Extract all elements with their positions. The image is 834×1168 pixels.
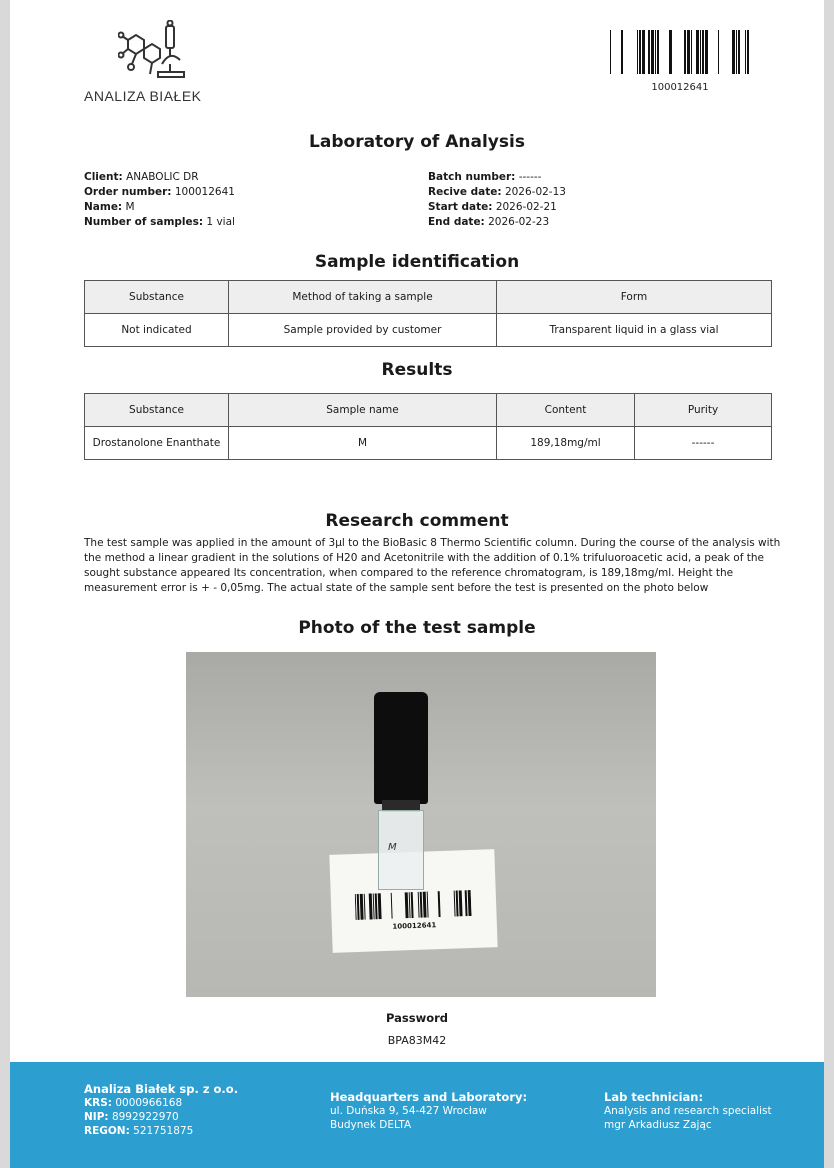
table-cell: 189,18mg/ml xyxy=(497,427,635,460)
photo-title: Photo of the test sample xyxy=(298,618,536,638)
table-header-cell: Sample name xyxy=(229,394,497,427)
table-header-cell: Substance xyxy=(85,281,229,314)
footer-company xyxy=(84,1082,238,1138)
order-line xyxy=(84,185,235,200)
footer-technician xyxy=(604,1090,772,1132)
research-comment-text: The test sample was applied in the amount of 3µl to the BioBasic 8 Thermo Scientific column. During the course of the analysis with the method a linear gradient in the solutions of H20 and Acetonitrile with the addition of 0.1% trifuluoroacetic acid, a peak of the sought substance appeared Its concentration, when compared to the reference chromatogram, is 189,18mg/ml. Height the measurement error is + - 0,05mg. The actual state of the sample sent before the test is presented on the photo below xyxy=(84,537,781,594)
end-label: End date: xyxy=(428,216,485,228)
client-label: Client: xyxy=(84,171,123,183)
start-line xyxy=(428,200,566,215)
research-comment-title: Research comment xyxy=(325,511,509,531)
batch-info xyxy=(428,170,566,230)
table-header-cell: Purity xyxy=(635,394,772,427)
table-cell: Drostanolone Enanthate xyxy=(85,427,229,460)
vial-cap xyxy=(374,692,428,804)
batch-line xyxy=(428,170,566,185)
samples-label: Number of samples: xyxy=(84,216,204,228)
hq-address: ul. Duńska 9, 54-427 Wrocław xyxy=(330,1105,487,1117)
krs-label: KRS: xyxy=(84,1097,112,1109)
hq-building: Budynek DELTA xyxy=(330,1119,412,1131)
table-header-cell: Content xyxy=(497,394,635,427)
table-header-cell: Form xyxy=(497,281,772,314)
results-title: Results xyxy=(381,360,453,380)
client-line xyxy=(84,170,235,185)
client-info xyxy=(84,170,235,230)
samples-value: 1 vial xyxy=(206,216,235,228)
glass-vial xyxy=(378,810,424,890)
page-title: Laboratory of Analysis xyxy=(309,132,525,152)
tech-role: Analysis and research specialist xyxy=(604,1105,772,1117)
krs-value: 0000966168 xyxy=(115,1097,183,1109)
receive-line xyxy=(428,185,566,200)
results-table xyxy=(84,393,772,460)
hq-title: Headquarters and Laboratory: xyxy=(330,1090,528,1104)
table-cell: Not indicated xyxy=(85,314,229,347)
card-number: 100012641 xyxy=(392,921,437,931)
sample-identification-table xyxy=(84,280,772,347)
logo-text: ANALIZA BIAŁEK xyxy=(84,88,202,104)
receive-label: Recive date: xyxy=(428,186,502,198)
nip-value: 8992922970 xyxy=(111,1111,179,1123)
batch-value: ------ xyxy=(518,171,542,183)
krs-line xyxy=(84,1096,238,1110)
table-cell: ------ xyxy=(635,427,772,460)
name-line xyxy=(84,200,235,215)
regon-value: 521751875 xyxy=(133,1125,194,1137)
test-sample-photo xyxy=(186,652,656,997)
vial-label: M xyxy=(388,842,397,853)
document-page xyxy=(10,0,824,1168)
footer xyxy=(10,1062,824,1168)
end-line xyxy=(428,215,566,230)
molecule-microscope-icon xyxy=(118,20,188,82)
name-label: Name: xyxy=(84,201,123,213)
end-value: 2026-02-23 xyxy=(488,216,550,228)
barcode-icon xyxy=(355,890,472,920)
table-row xyxy=(85,427,772,460)
password-label: Password xyxy=(386,1011,448,1025)
company-logo xyxy=(84,20,254,104)
company-name: Analiza Białek sp. z o.o. xyxy=(84,1082,239,1096)
sample-identification-title: Sample identification xyxy=(314,252,520,272)
name-value: M xyxy=(125,201,135,213)
footer-headquarters xyxy=(330,1090,527,1132)
order-label: Order number: xyxy=(84,186,172,198)
tech-title: Lab technician: xyxy=(604,1090,704,1104)
start-label: Start date: xyxy=(428,201,493,213)
samples-line xyxy=(84,215,235,230)
regon-label: REGON: xyxy=(84,1125,130,1137)
password-value: BPA83M42 xyxy=(387,1034,447,1047)
batch-label: Batch number: xyxy=(428,171,516,183)
table-row xyxy=(85,314,772,347)
receive-value: 2026-02-13 xyxy=(504,186,566,198)
nip-label: NIP: xyxy=(84,1111,109,1123)
barcode-number: 100012641 xyxy=(651,82,709,93)
order-value: 100012641 xyxy=(174,186,235,198)
barcode-icon xyxy=(610,30,750,74)
header-barcode xyxy=(610,30,750,93)
table-header-cell: Substance xyxy=(85,394,229,427)
table-header-cell: Method of taking a sample xyxy=(229,281,497,314)
regon-line xyxy=(84,1124,238,1138)
table-header-row xyxy=(85,394,772,427)
table-cell: Sample provided by customer xyxy=(229,314,497,347)
tech-name: mgr Arkadiusz Zając xyxy=(604,1119,712,1131)
nip-line xyxy=(84,1110,238,1124)
table-cell: Transparent liquid in a glass vial xyxy=(497,314,772,347)
start-value: 2026-02-21 xyxy=(495,201,557,213)
client-value: ANABOLIC DR xyxy=(126,171,199,183)
table-cell: M xyxy=(229,427,497,460)
table-header-row xyxy=(85,281,772,314)
